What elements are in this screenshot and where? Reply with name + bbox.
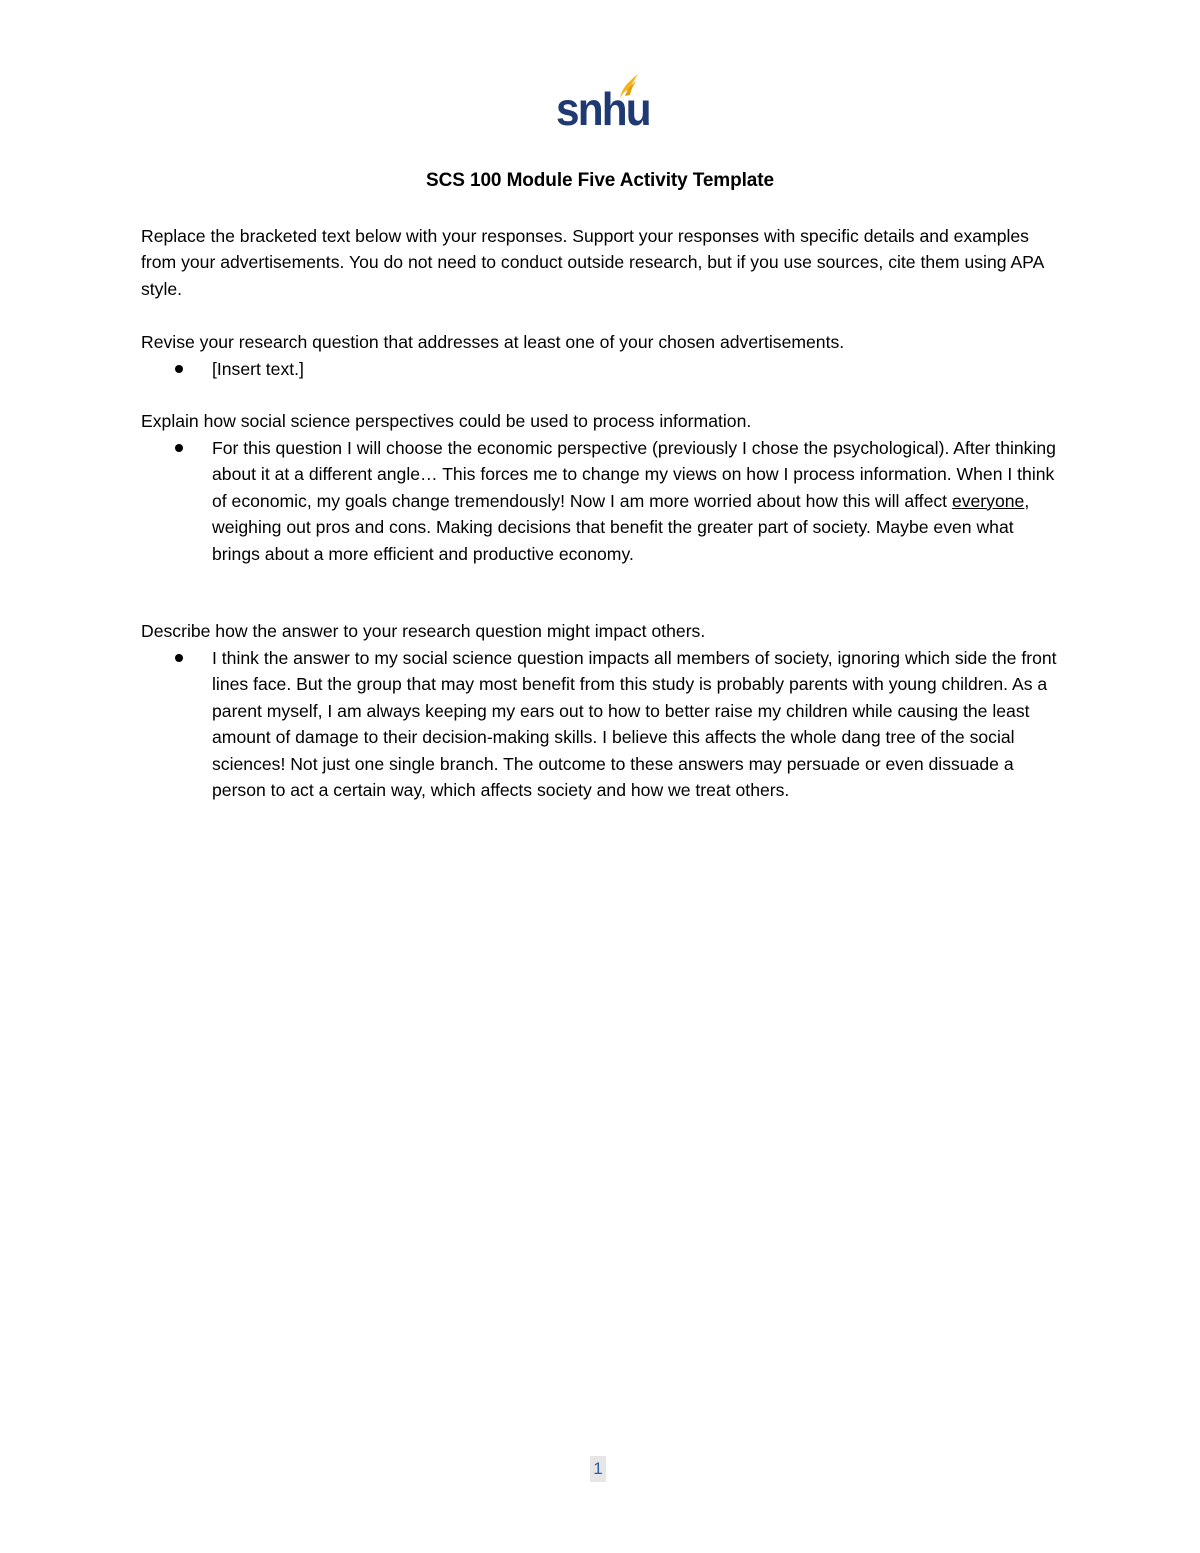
- response-2-part-1: For this question I will choose the economic perspective (previously I chose the psychological). After thinking about it at a different angle… This forces me to change my views on how I process information. When I think of economic, my goals change tremendously! Now I am more worried about how this will affect: [212, 438, 1056, 511]
- bullet-icon: [175, 654, 183, 662]
- response-2-underlined: everyone: [951, 490, 1025, 511]
- response-3: I think the answer to my social science question impacts all members of society, ignoring which side the front lines face. But the group that may most benefit from this study is probably parents with young children. As a parent myself, I am always keeping my ears out to how to better raise my children while causing the least amount of damage to their decision-making skills. I believe this affects the whole dang tree of the social sciences! Not just one single branch. The outcome to these answers may persuade or even dissuade a person to act a certain way, which affects society and how we treat others.: [212, 648, 1057, 801]
- intro-paragraph: Replace the bracketed text below with your responses. Support your responses with specific details and examples from your advertisements. You do not need to conduct outside research, but if you use sources, cite them using APA style.: [141, 226, 1044, 299]
- prompt-2: Explain how social science perspectives could be used to process information.: [141, 411, 752, 431]
- response-2: [212, 435, 1062, 567]
- page-number: 1: [590, 1456, 606, 1482]
- response-1: [Insert text.]: [212, 359, 304, 379]
- snhu-logo: [556, 72, 650, 135]
- bullet-icon: [175, 444, 183, 452]
- logo-wordmark: snhu: [556, 83, 650, 135]
- prompt-1: Revise your research question that addresses at least one of your chosen advertisements.: [141, 332, 845, 352]
- document-title: SCS 100 Module Five Activity Template: [426, 170, 774, 191]
- response-2-part-2: , weighing out pros and cons. Making decisions that benefit the greater part of society. Maybe even what brings about a more efficient and productive economy.: [212, 490, 1030, 564]
- bullet-icon: [175, 365, 183, 373]
- prompt-3: Describe how the answer to your research question might impact others.: [141, 621, 706, 641]
